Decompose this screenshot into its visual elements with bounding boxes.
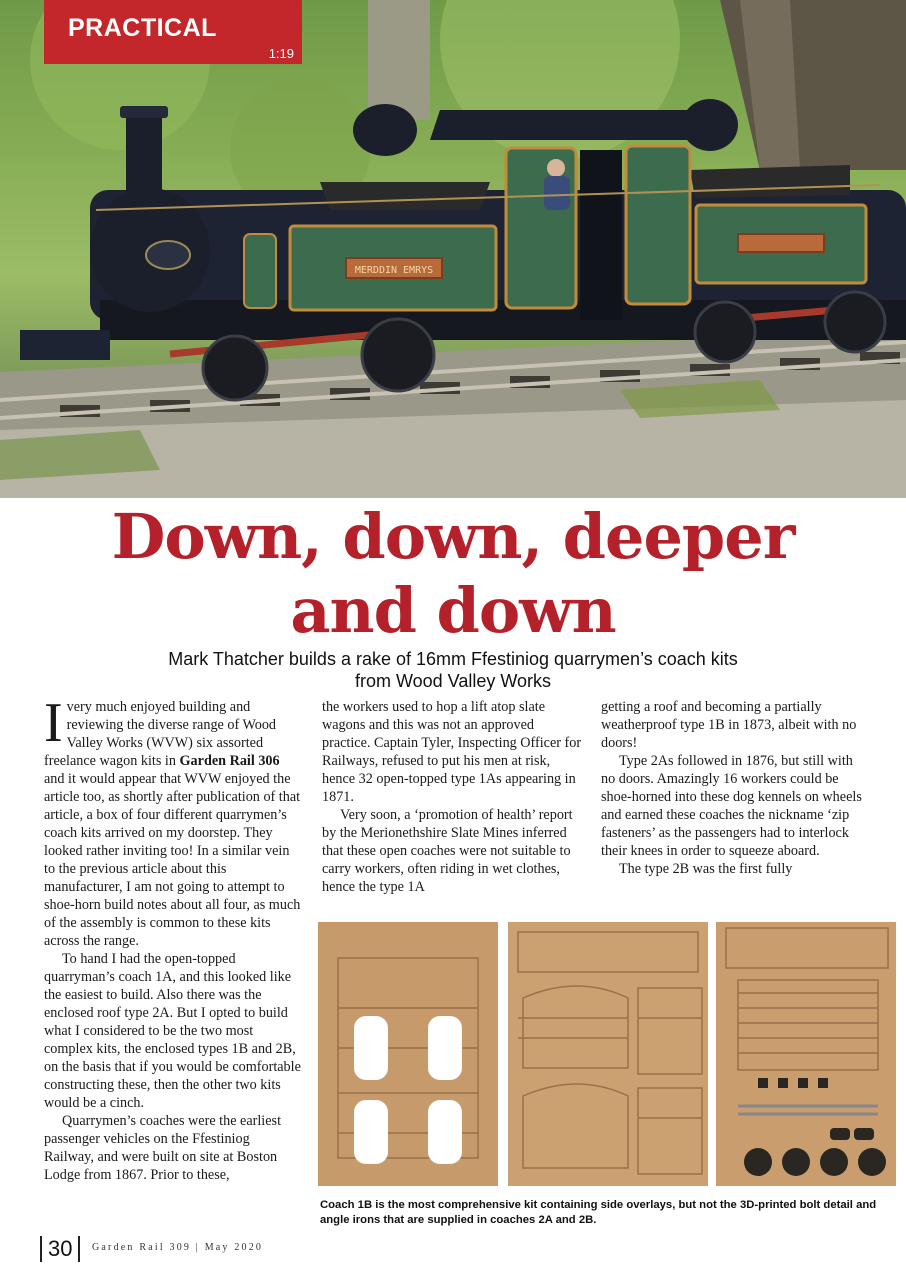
magazine-issue-ref: Garden Rail 306 xyxy=(179,753,280,769)
section-label: PRACTICAL xyxy=(68,14,217,42)
article-title xyxy=(0,500,906,648)
section-tag xyxy=(44,0,302,64)
kit-parts-photo xyxy=(318,918,900,1190)
standfirst-line-1: Mark Thatcher builds a rake of 16mm Ffestiniog quarrymen’s coach kits xyxy=(168,649,738,669)
paragraph-5: Very soon, a ‘promotion of health’ report by the Merionethshire Slate Mines inferred that these open coaches were not suitable to carry workers, often riding in wet clothes, hence the type 1A xyxy=(322,807,573,895)
standfirst-line-2: from Wood Valley Works xyxy=(354,671,552,691)
laser-cut-sheets xyxy=(318,918,900,1190)
scale-label: 1:19 xyxy=(268,46,294,61)
drop-cap: I xyxy=(44,692,63,754)
footer-rule-right xyxy=(78,1236,80,1262)
paragraph-8: The type 2B was the first fully xyxy=(619,861,793,877)
p1-text-b: and it would appear that WVW enjoyed the article too, as shortly after publication of that article, a box of four different quarrymen’s coach kits arrived on my doorstep. They looked rather inviting too! In a similar vein to the previous article about this manufacturer, I am not going to attempt to shoe-horn build notes about all four, as much of the assembly is common to these kits across the range. xyxy=(44,771,301,949)
paragraph-1 xyxy=(44,692,302,950)
body-column-1 xyxy=(44,692,302,1184)
publication-line: Garden Rail 309 | May 2020 xyxy=(92,1242,264,1253)
title-line-2: and down xyxy=(290,574,616,647)
body-column-2 xyxy=(322,698,582,896)
page-number: 30 xyxy=(48,1236,73,1261)
paragraph-6: getting a roof and becoming a partially weatherproof type 1B in 1873, albeit with no doors! xyxy=(601,699,857,751)
footer-rule-left xyxy=(40,1236,42,1262)
body-column-3 xyxy=(601,698,869,878)
hero-photo xyxy=(0,0,906,498)
p1-text-a: very much enjoyed building and reviewing the diverse range of Wood Valley Works (WVW) six assorted freelance wagon kits in xyxy=(44,699,277,769)
photo-caption: Coach 1B is the most comprehensive kit containing side overlays, but not the 3D-printed bolt detail and angle irons that are supplied in coaches 2A and 2B. xyxy=(320,1199,877,1226)
loco-nameplate: MERDDIN EMRYS xyxy=(354,265,434,276)
paragraph-7: Type 2As followed in 1876, but still with no doors. Amazingly 16 workers could be shoe-horned into these dog kennels on wheels and earned these coaches the nickname ‘zip fasteners’ as the passengers had to interlock their knees in order to squeeze aboard. xyxy=(601,753,862,859)
standfirst xyxy=(60,648,846,692)
paragraph-2: To hand I had the open-topped quarryman’s coach 1A, and this looked like the easiest to build. Also there was the enclosed roof type 2A. But I opted to build what I considered to be the two most complex kits, the enclosed types 1B and 2B, on the basis that if you would be comfortable constructing these, then the other two kits would be a cinch. xyxy=(44,951,301,1111)
locomotive-illustration xyxy=(0,0,906,498)
paragraph-4: the workers used to hop a lift atop slate wagons and this was not an approved practice. Captain Tyler, Inspecting Officer for Railways, refused to put his men at risk, hence 32 open-topped type 1As appearing in 1871. xyxy=(322,699,582,805)
paragraph-3: Quarrymen’s coaches were the earliest passenger vehicles on the Ffestiniog Railway, and were built on site at Boston Lodge from 1867. Prior to these, xyxy=(44,1113,282,1183)
title-line-1: Down, down, deeper xyxy=(111,500,795,573)
